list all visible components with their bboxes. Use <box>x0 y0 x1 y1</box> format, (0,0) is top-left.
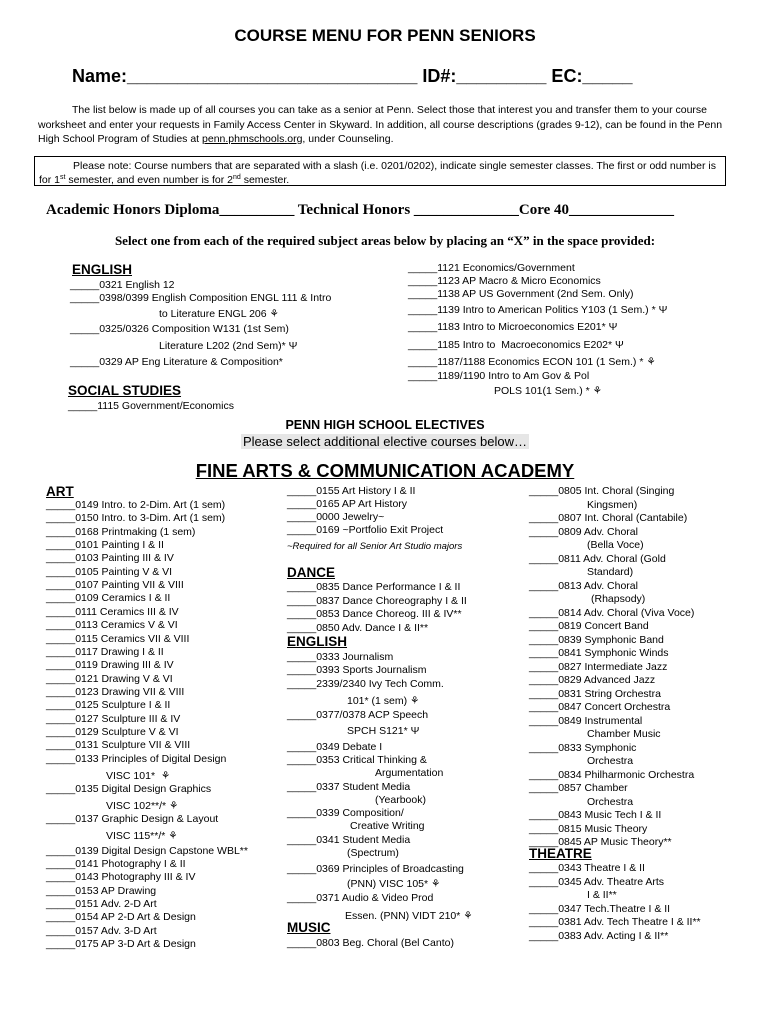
course-option[interactable]: _____1121 Economics/Government <box>408 262 575 274</box>
course-option[interactable]: _____0329 AP Eng Literature & Composition* <box>70 356 283 368</box>
english-elective-header: ENGLISH <box>287 634 348 649</box>
course-option[interactable]: _____0803 Beg. Choral (Bel Canto) <box>287 937 454 949</box>
course-option[interactable]: _____0811 Adv. Choral (Gold <box>529 552 666 565</box>
course-option[interactable]: _____1123 AP Macro & Micro Economics <box>408 275 601 287</box>
course-option[interactable]: _____0371 Audio & Video Prod <box>287 892 434 904</box>
note-sup-2: nd <box>232 174 241 181</box>
course-option[interactable]: _____0369 Principles of Broadcasting <box>287 863 464 875</box>
course-option[interactable]: _____0141 Photography I & II <box>46 858 186 870</box>
course-option[interactable]: _____0153 AP Drawing <box>46 884 157 897</box>
course-option[interactable]: _____0155 Art History I & II <box>287 485 416 497</box>
course-option[interactable]: _____0341 Student Media <box>287 833 411 846</box>
course-option[interactable]: _____0168 Printmaking (1 sem) <box>46 525 196 538</box>
course-option[interactable]: _____0337 Student Media <box>287 780 411 793</box>
course-option[interactable]: _____0377/0378 ACP Speech <box>287 708 429 721</box>
course-option[interactable]: _____0819 Concert Band <box>529 620 649 632</box>
course-option[interactable]: _____0133 Principles of Digital Design <box>46 752 227 765</box>
course-option[interactable]: _____0807 Int. Choral (Cantabile) <box>529 512 688 524</box>
social-studies-header: SOCIAL STUDIES <box>68 383 182 398</box>
course-option-continuation: POLS 101(1 Sem.) * ⚘ <box>494 385 603 397</box>
course-option[interactable]: _____0113 Ceramics V & VI <box>46 619 178 632</box>
art-header: ART <box>46 484 74 499</box>
course-option[interactable]: _____0151 Adv. 2-D Art <box>46 898 157 911</box>
name-id-ec-line[interactable]: Name:_____________________________ ID#:_________ EC:_____ <box>72 66 633 86</box>
course-option[interactable]: _____1183 Intro to Microeconomics E201* Ψ <box>408 321 618 333</box>
course-option[interactable]: _____0101 Painting I & II <box>46 539 164 552</box>
course-option-continuation: Orchestra <box>587 795 634 808</box>
course-option[interactable]: _____0143 Photography III & IV <box>46 871 196 884</box>
course-option[interactable]: _____0129 Sculpture V & VI <box>46 725 179 738</box>
course-option-continuation: Argumentation <box>375 767 444 780</box>
course-option[interactable]: _____1187/1188 Economics ECON 101 (1 Sem.) * ⚘ <box>408 356 656 368</box>
course-option-continuation: VISC 102**/* ⚘ <box>106 799 179 812</box>
course-option[interactable]: _____0850 Adv. Dance I & II** <box>287 621 429 634</box>
note-sup-1: st <box>60 174 66 181</box>
course-option[interactable]: _____0000 Jewelry~ <box>287 511 385 523</box>
diploma-options[interactable]: Academic Honors Diploma__________ Technical Honors ______________Core 40______________ <box>46 202 675 218</box>
course-option[interactable]: _____0835 Dance Performance I & II <box>287 581 461 593</box>
course-option-continuation: (Spectrum) <box>347 847 399 859</box>
course-option[interactable]: _____0154 AP 2-D Art & Design <box>46 911 196 924</box>
course-option[interactable]: _____0119 Drawing III & IV <box>46 659 174 672</box>
course-option-continuation: VISC 101* ⚘ <box>106 769 171 782</box>
academy-title: FINE ARTS & COMMUNICATION ACADEMY <box>195 460 575 481</box>
course-option[interactable]: _____0393 Sports Journalism <box>287 664 427 677</box>
electives-subtitle-text: Please select additional elective courses below… <box>243 434 527 449</box>
course-option[interactable]: _____0845 AP Music Theory** <box>529 836 672 848</box>
instruction-line: Select one from each of the required subject areas below by placing an “X” in the space provided: <box>114 233 656 248</box>
course-option[interactable]: _____0321 English 12 <box>70 279 175 291</box>
note-text-b: semester, and even number is for 2 <box>65 174 233 186</box>
course-option-continuation: (Yearbook) <box>375 793 426 806</box>
art-studio-note: ~Required for all Senior Art Studio majors <box>287 541 463 552</box>
course-option[interactable]: _____0857 Chamber <box>529 782 628 794</box>
course-option[interactable]: _____0809 Adv. Choral <box>529 525 638 538</box>
course-option-continuation: (PNN) VISC 105* ⚘ <box>347 878 441 890</box>
intro-after: , under Counseling. <box>302 133 394 145</box>
english-header: ENGLISH <box>72 262 133 277</box>
note-text <box>39 159 721 187</box>
note-box <box>34 156 726 186</box>
course-option[interactable]: _____0843 Music Tech I & II <box>529 809 662 821</box>
course-option-continuation: (Rhapsody) <box>591 593 646 605</box>
course-option[interactable]: _____0105 Painting V & VI <box>46 565 173 578</box>
course-option[interactable]: _____1115 Government/Economics <box>68 400 234 412</box>
electives-subtitle <box>0 434 770 449</box>
course-option[interactable]: _____0381 Adv. Tech Theatre I & II** <box>529 916 701 928</box>
page-title: COURSE MENU FOR PENN SENIORS <box>234 26 536 45</box>
course-option[interactable]: _____0827 Intermediate Jazz <box>529 660 668 673</box>
course-option[interactable]: _____0813 Adv. Choral <box>529 579 638 592</box>
course-option[interactable]: _____0345 Adv. Theatre Arts <box>529 875 665 888</box>
course-option[interactable]: _____0833 Symphonic <box>529 741 637 754</box>
course-option[interactable]: _____0831 String Orchestra <box>529 687 661 700</box>
course-option[interactable]: _____0107 Painting VII & VIII <box>46 579 184 592</box>
music-header: MUSIC <box>287 920 331 935</box>
course-option[interactable]: _____1185 Intro to Macroeconomics E202* Ψ <box>408 339 624 351</box>
course-option[interactable]: _____0111 Ceramics III & IV <box>46 605 179 618</box>
course-option[interactable]: _____0109 Ceramics I & II <box>46 592 171 605</box>
course-option[interactable]: _____0325/0326 Composition W131 (1st Sem) <box>70 323 289 335</box>
course-option[interactable]: _____1189/1190 Intro to Am Gov & Pol <box>408 370 590 382</box>
note-text-a: Please note: Course numbers that are separated with a slash (i.e. 0201/0202), indicate single semester classes. The first or odd number is for 1 <box>39 160 716 186</box>
course-option-continuation: to Literature ENGL 206 ⚘ <box>159 308 279 320</box>
course-option[interactable]: _____0121 Drawing V & VI <box>46 672 173 685</box>
course-option[interactable]: _____0349 Debate I <box>287 740 383 753</box>
course-option-continuation: Orchestra <box>587 755 634 767</box>
course-option[interactable]: _____0829 Advanced Jazz <box>529 674 656 686</box>
course-option[interactable]: _____0165 AP Art History <box>287 498 408 510</box>
course-option[interactable]: _____0849 Instrumental <box>529 714 643 727</box>
course-option[interactable]: _____0814 Adv. Choral (Viva Voce) <box>529 606 695 619</box>
intro-text: The list below is made up of all courses you can take as a senior at Penn. Select those that interest you and transfer them to your course worksheet and enter your requests in Family Access Center in Skyward. In addition, all course descriptions (grades 9-12), can be found in the Penn High School Program of Studies at <box>38 104 723 145</box>
program-of-studies-link[interactable]: penn.phmschools.org <box>202 133 303 145</box>
course-option[interactable]: _____0169 ~Portfolio Exit Project <box>287 524 444 536</box>
course-option-continuation: I & II** <box>587 889 617 901</box>
course-option[interactable]: _____0175 AP 3-D Art & Design <box>46 938 196 951</box>
course-option[interactable]: _____0125 Sculpture I & II <box>46 699 171 712</box>
course-option[interactable]: _____2339/2340 Ivy Tech Comm. <box>287 677 444 690</box>
course-option[interactable]: _____0839 Symphonic Band <box>529 633 664 646</box>
course-option[interactable]: _____0383 Adv. Acting I & II** <box>529 929 669 942</box>
course-option[interactable]: _____0353 Critical Thinking & <box>287 753 427 766</box>
course-option[interactable]: _____0343 Theatre I & II <box>529 862 645 874</box>
course-option[interactable]: _____0805 Int. Choral (Singing <box>529 485 675 497</box>
course-option[interactable]: _____0139 Digital Design Capstone WBL** <box>46 844 248 857</box>
course-option[interactable]: _____0339 Composition/ <box>287 807 404 820</box>
course-option[interactable]: _____0131 Sculpture VII & VIII <box>46 739 191 752</box>
course-option[interactable]: _____0841 Symphonic Winds <box>529 647 669 659</box>
course-option[interactable]: _____0853 Dance Choreog. III & IV** <box>287 608 462 620</box>
course-option[interactable]: _____0115 Ceramics VII & VIII <box>46 632 190 645</box>
course-option[interactable]: _____0149 Intro. to 2-Dim. Art (1 sem) <box>46 499 226 511</box>
course-option-continuation: Creative Writing <box>350 820 425 833</box>
course-option[interactable]: _____0837 Dance Choreography I & II <box>287 594 467 607</box>
electives-title: PENN HIGH SCHOOL ELECTIVES <box>285 418 485 432</box>
course-option[interactable]: _____0117 Drawing I & II <box>46 645 164 658</box>
course-option[interactable]: _____0333 Journalism <box>287 651 394 663</box>
course-option-continuation: Kingsmen) <box>587 498 638 511</box>
course-option[interactable]: _____0157 Adv. 3-D Art <box>46 924 157 937</box>
course-option-continuation: 101* (1 sem) ⚘ <box>347 694 420 707</box>
course-option-continuation: Standard) <box>587 566 634 578</box>
course-option[interactable]: _____0347 Tech.Theatre I & II <box>529 902 671 915</box>
course-option-continuation: Chamber Music <box>587 728 661 740</box>
course-option[interactable]: _____0103 Painting III & IV <box>46 552 174 565</box>
course-option[interactable]: _____1138 AP US Government (2nd Sem. Only) <box>408 288 634 300</box>
note-text-c: semester. <box>240 174 290 186</box>
course-option[interactable]: _____0815 Music Theory <box>529 822 648 835</box>
course-option-continuation: Literature L202 (2nd Sem)* Ψ <box>159 340 298 352</box>
course-option[interactable]: _____1139 Intro to American Politics Y103 (1 Sem.) * Ψ <box>408 304 668 316</box>
course-option[interactable]: _____0137 Graphic Design & Layout <box>46 812 219 825</box>
course-option[interactable]: _____0123 Drawing VII & VIII <box>46 685 185 698</box>
course-option-continuation: Essen. (PNN) VIDT 210* ⚘ <box>345 910 473 922</box>
course-option[interactable]: _____0135 Digital Design Graphics <box>46 782 212 795</box>
course-option-continuation: VISC 115**/* ⚘ <box>106 829 178 842</box>
course-option[interactable]: _____0847 Concert Orchestra <box>529 701 671 713</box>
course-option[interactable]: _____0127 Sculpture III & IV <box>46 712 181 725</box>
dance-header: DANCE <box>287 565 336 580</box>
course-option[interactable]: _____0150 Intro. to 3-Dim. Art (1 sem) <box>46 512 226 525</box>
course-option-continuation: (Bella Voce) <box>587 539 644 551</box>
theatre-header: THEATRE <box>529 846 592 861</box>
intro-paragraph <box>38 103 728 147</box>
course-option[interactable]: _____0398/0399 English Composition ENGL 111 & Intro <box>70 292 332 304</box>
course-option-continuation: SPCH S121* Ψ <box>347 724 420 737</box>
course-option[interactable]: _____0834 Philharmonic Orchestra <box>529 768 695 781</box>
